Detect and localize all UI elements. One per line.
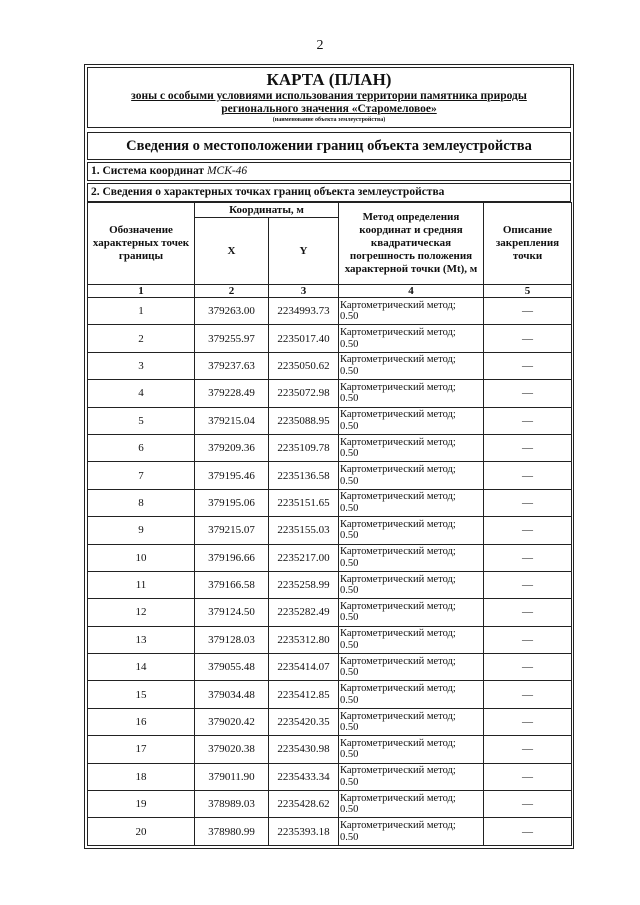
table-row bbox=[88, 654, 572, 681]
accuracy-value: 0.50 bbox=[340, 338, 359, 350]
method-cell bbox=[339, 736, 484, 763]
method-cell bbox=[339, 571, 484, 598]
coord-system-row bbox=[87, 162, 571, 181]
coord-x: 379195.46 bbox=[195, 462, 269, 489]
table-row bbox=[88, 298, 572, 325]
point-number: 15 bbox=[88, 681, 195, 708]
coord-y: 2235312.80 bbox=[269, 626, 339, 653]
page-number: 2 bbox=[316, 38, 324, 53]
accuracy-value: 0.50 bbox=[340, 612, 359, 624]
description-cell: — bbox=[484, 818, 572, 845]
coord-x: 378989.03 bbox=[195, 791, 269, 818]
method-text: Картометрический метод; bbox=[340, 546, 456, 558]
header-description: Описание закрепления точки bbox=[484, 203, 572, 285]
method-text: Картометрический метод; bbox=[340, 628, 456, 640]
col-number-1: 1 bbox=[88, 285, 195, 298]
description-cell: — bbox=[484, 489, 572, 516]
object-name-caption: (наименование объекта землеустройства) bbox=[272, 117, 386, 123]
table-row bbox=[88, 407, 572, 434]
accuracy-value: 0.50 bbox=[340, 749, 359, 761]
coord-x: 379034.48 bbox=[195, 681, 269, 708]
coord-y: 2235428.62 bbox=[269, 791, 339, 818]
column-number-row bbox=[88, 285, 572, 298]
coord-x: 379228.49 bbox=[195, 380, 269, 407]
coord-system-label: 1. Система координат bbox=[91, 165, 207, 177]
table-row bbox=[88, 517, 572, 544]
method-text: Картометрический метод; bbox=[340, 710, 456, 722]
table-body bbox=[88, 298, 572, 846]
method-text: Картометрический метод; bbox=[340, 436, 456, 448]
description-cell: — bbox=[484, 352, 572, 379]
method-text: Картометрический метод; bbox=[340, 765, 456, 777]
point-number: 13 bbox=[88, 626, 195, 653]
method-cell bbox=[339, 681, 484, 708]
method-text: Картометрический метод; bbox=[340, 409, 456, 421]
method-cell bbox=[339, 544, 484, 571]
accuracy-value: 0.50 bbox=[340, 557, 359, 569]
header-x: X bbox=[195, 218, 269, 285]
document-subtitle-line2: регионального значения «Старомеловое» bbox=[221, 103, 437, 115]
coord-y: 2235420.35 bbox=[269, 708, 339, 735]
method-cell bbox=[339, 599, 484, 626]
coord-x: 379020.42 bbox=[195, 708, 269, 735]
description-cell: — bbox=[484, 763, 572, 790]
table-row bbox=[88, 571, 572, 598]
method-text: Картометрический метод; bbox=[340, 820, 456, 832]
table-row bbox=[88, 599, 572, 626]
coord-y: 2234993.73 bbox=[269, 298, 339, 325]
accuracy-value: 0.50 bbox=[340, 475, 359, 487]
point-number: 20 bbox=[88, 818, 195, 845]
point-number: 3 bbox=[88, 352, 195, 379]
col-number-4: 4 bbox=[339, 285, 484, 298]
header-method-text: Метод определения координат и средняя квадратическая погрешность положения характерной точки (Mt), м bbox=[344, 211, 478, 275]
method-text: Картометрический метод; bbox=[340, 354, 456, 366]
table-row bbox=[88, 325, 572, 352]
method-cell bbox=[339, 380, 484, 407]
section-title: Сведения о местоположении границ объекта землеустройства bbox=[87, 132, 571, 160]
table-row bbox=[88, 380, 572, 407]
point-number: 4 bbox=[88, 380, 195, 407]
point-number: 16 bbox=[88, 708, 195, 735]
coord-x: 379055.48 bbox=[195, 654, 269, 681]
method-cell bbox=[339, 818, 484, 845]
point-number: 17 bbox=[88, 736, 195, 763]
method-cell bbox=[339, 407, 484, 434]
header-y: Y bbox=[269, 218, 339, 285]
accuracy-value: 0.50 bbox=[340, 393, 359, 405]
description-cell: — bbox=[484, 736, 572, 763]
coord-x: 379020.38 bbox=[195, 736, 269, 763]
table-row bbox=[88, 818, 572, 845]
description-cell: — bbox=[484, 544, 572, 571]
description-cell: — bbox=[484, 517, 572, 544]
method-text: Картометрический метод; bbox=[340, 792, 456, 804]
method-text: Картометрический метод; bbox=[340, 491, 456, 503]
coord-x: 379011.90 bbox=[195, 763, 269, 790]
coord-y: 2235433.34 bbox=[269, 763, 339, 790]
coord-y: 2235109.78 bbox=[269, 434, 339, 461]
method-text: Картометрический метод; bbox=[340, 464, 456, 476]
table-row bbox=[88, 763, 572, 790]
point-number: 6 bbox=[88, 434, 195, 461]
description-cell: — bbox=[484, 434, 572, 461]
method-text: Картометрический метод; bbox=[340, 518, 456, 530]
coord-y: 2235151.65 bbox=[269, 489, 339, 516]
coord-x: 379196.66 bbox=[195, 544, 269, 571]
accuracy-value: 0.50 bbox=[340, 776, 359, 788]
header-method bbox=[339, 203, 484, 285]
accuracy-value: 0.50 bbox=[340, 831, 359, 843]
point-number: 18 bbox=[88, 763, 195, 790]
table-row bbox=[88, 489, 572, 516]
coord-x: 379215.07 bbox=[195, 517, 269, 544]
coord-x: 379255.97 bbox=[195, 325, 269, 352]
description-cell: — bbox=[484, 654, 572, 681]
table-row bbox=[88, 626, 572, 653]
accuracy-value: 0.50 bbox=[340, 639, 359, 651]
accuracy-value: 0.50 bbox=[340, 448, 359, 460]
description-cell: — bbox=[484, 571, 572, 598]
point-number: 2 bbox=[88, 325, 195, 352]
accuracy-value: 0.50 bbox=[340, 502, 359, 514]
coord-y: 2235088.95 bbox=[269, 407, 339, 434]
method-text: Картометрический метод; bbox=[340, 737, 456, 749]
coord-x: 379124.50 bbox=[195, 599, 269, 626]
coord-y: 2235393.18 bbox=[269, 818, 339, 845]
point-number: 10 bbox=[88, 544, 195, 571]
col-number-3: 3 bbox=[269, 285, 339, 298]
point-number: 12 bbox=[88, 599, 195, 626]
coord-x: 379166.58 bbox=[195, 571, 269, 598]
method-cell bbox=[339, 626, 484, 653]
description-cell: — bbox=[484, 681, 572, 708]
col-number-5: 5 bbox=[484, 285, 572, 298]
method-cell bbox=[339, 434, 484, 461]
method-text: Картометрический метод; bbox=[340, 327, 456, 339]
method-cell bbox=[339, 763, 484, 790]
coord-x: 379237.63 bbox=[195, 352, 269, 379]
coord-y: 2235430.98 bbox=[269, 736, 339, 763]
point-number: 1 bbox=[88, 298, 195, 325]
accuracy-value: 0.50 bbox=[340, 804, 359, 816]
table-row bbox=[88, 791, 572, 818]
table-row bbox=[88, 708, 572, 735]
coord-y: 2235136.58 bbox=[269, 462, 339, 489]
table-row bbox=[88, 462, 572, 489]
table-row bbox=[88, 434, 572, 461]
method-cell bbox=[339, 352, 484, 379]
method-cell bbox=[339, 298, 484, 325]
method-cell bbox=[339, 708, 484, 735]
document-title: КАРТА (ПЛАН) bbox=[266, 70, 392, 89]
method-cell bbox=[339, 325, 484, 352]
header-coords: Координаты, м bbox=[195, 203, 339, 218]
method-cell bbox=[339, 489, 484, 516]
accuracy-value: 0.50 bbox=[340, 667, 359, 679]
points-heading: 2. Сведения о характерных точках границ объекта землеустройства bbox=[87, 183, 571, 202]
method-text: Картометрический метод; bbox=[340, 573, 456, 585]
map-plan-sheet bbox=[84, 64, 574, 849]
accuracy-value: 0.50 bbox=[340, 585, 359, 597]
point-number: 7 bbox=[88, 462, 195, 489]
method-text: Картометрический метод; bbox=[340, 655, 456, 667]
accuracy-value: 0.50 bbox=[340, 420, 359, 432]
coord-x: 379263.00 bbox=[195, 298, 269, 325]
description-cell: — bbox=[484, 599, 572, 626]
method-text: Картометрический метод; bbox=[340, 683, 456, 695]
point-number: 5 bbox=[88, 407, 195, 434]
coord-y: 2235050.62 bbox=[269, 352, 339, 379]
method-cell bbox=[339, 517, 484, 544]
table-row bbox=[88, 352, 572, 379]
coord-y: 2235412.85 bbox=[269, 681, 339, 708]
description-cell: — bbox=[484, 462, 572, 489]
document-header bbox=[87, 67, 571, 128]
coord-y: 2235072.98 bbox=[269, 380, 339, 407]
coord-y: 2235282.49 bbox=[269, 599, 339, 626]
method-text: Картометрический метод; bbox=[340, 381, 456, 393]
accuracy-value: 0.50 bbox=[340, 365, 359, 377]
coord-y: 2235258.99 bbox=[269, 571, 339, 598]
description-cell: — bbox=[484, 708, 572, 735]
description-cell: — bbox=[484, 298, 572, 325]
coord-system-value: МСК-46 bbox=[206, 165, 248, 177]
coord-y: 2235155.03 bbox=[269, 517, 339, 544]
coord-y: 2235217.00 bbox=[269, 544, 339, 571]
accuracy-value: 0.50 bbox=[340, 530, 359, 542]
description-cell: — bbox=[484, 407, 572, 434]
method-text: Картометрический метод; bbox=[340, 299, 456, 311]
table-row bbox=[88, 681, 572, 708]
point-number: 19 bbox=[88, 791, 195, 818]
table-row bbox=[88, 736, 572, 763]
col-number-2: 2 bbox=[195, 285, 269, 298]
method-cell bbox=[339, 654, 484, 681]
description-cell: — bbox=[484, 325, 572, 352]
coord-x: 379209.36 bbox=[195, 434, 269, 461]
header-point: Обозначение характерных точек границы bbox=[88, 203, 195, 285]
coord-x: 379215.04 bbox=[195, 407, 269, 434]
method-text: Картометрический метод; bbox=[340, 600, 456, 612]
coord-x: 379195.06 bbox=[195, 489, 269, 516]
method-cell bbox=[339, 462, 484, 489]
table-row bbox=[88, 544, 572, 571]
point-number: 8 bbox=[88, 489, 195, 516]
description-cell: — bbox=[484, 380, 572, 407]
coord-x: 378980.99 bbox=[195, 818, 269, 845]
description-cell: — bbox=[484, 626, 572, 653]
description-cell: — bbox=[484, 791, 572, 818]
boundary-points-table bbox=[87, 202, 572, 846]
coord-y: 2235414.07 bbox=[269, 654, 339, 681]
accuracy-value: 0.50 bbox=[340, 694, 359, 706]
coord-y: 2235017.40 bbox=[269, 325, 339, 352]
method-cell bbox=[339, 791, 484, 818]
accuracy-value: 0.50 bbox=[340, 311, 359, 323]
point-number: 14 bbox=[88, 654, 195, 681]
document-subtitle-line1: зоны с особыми условиями использования территории памятника природы bbox=[131, 90, 527, 102]
accuracy-value: 0.50 bbox=[340, 722, 359, 734]
point-number: 11 bbox=[88, 571, 195, 598]
coord-x: 379128.03 bbox=[195, 626, 269, 653]
point-number: 9 bbox=[88, 517, 195, 544]
